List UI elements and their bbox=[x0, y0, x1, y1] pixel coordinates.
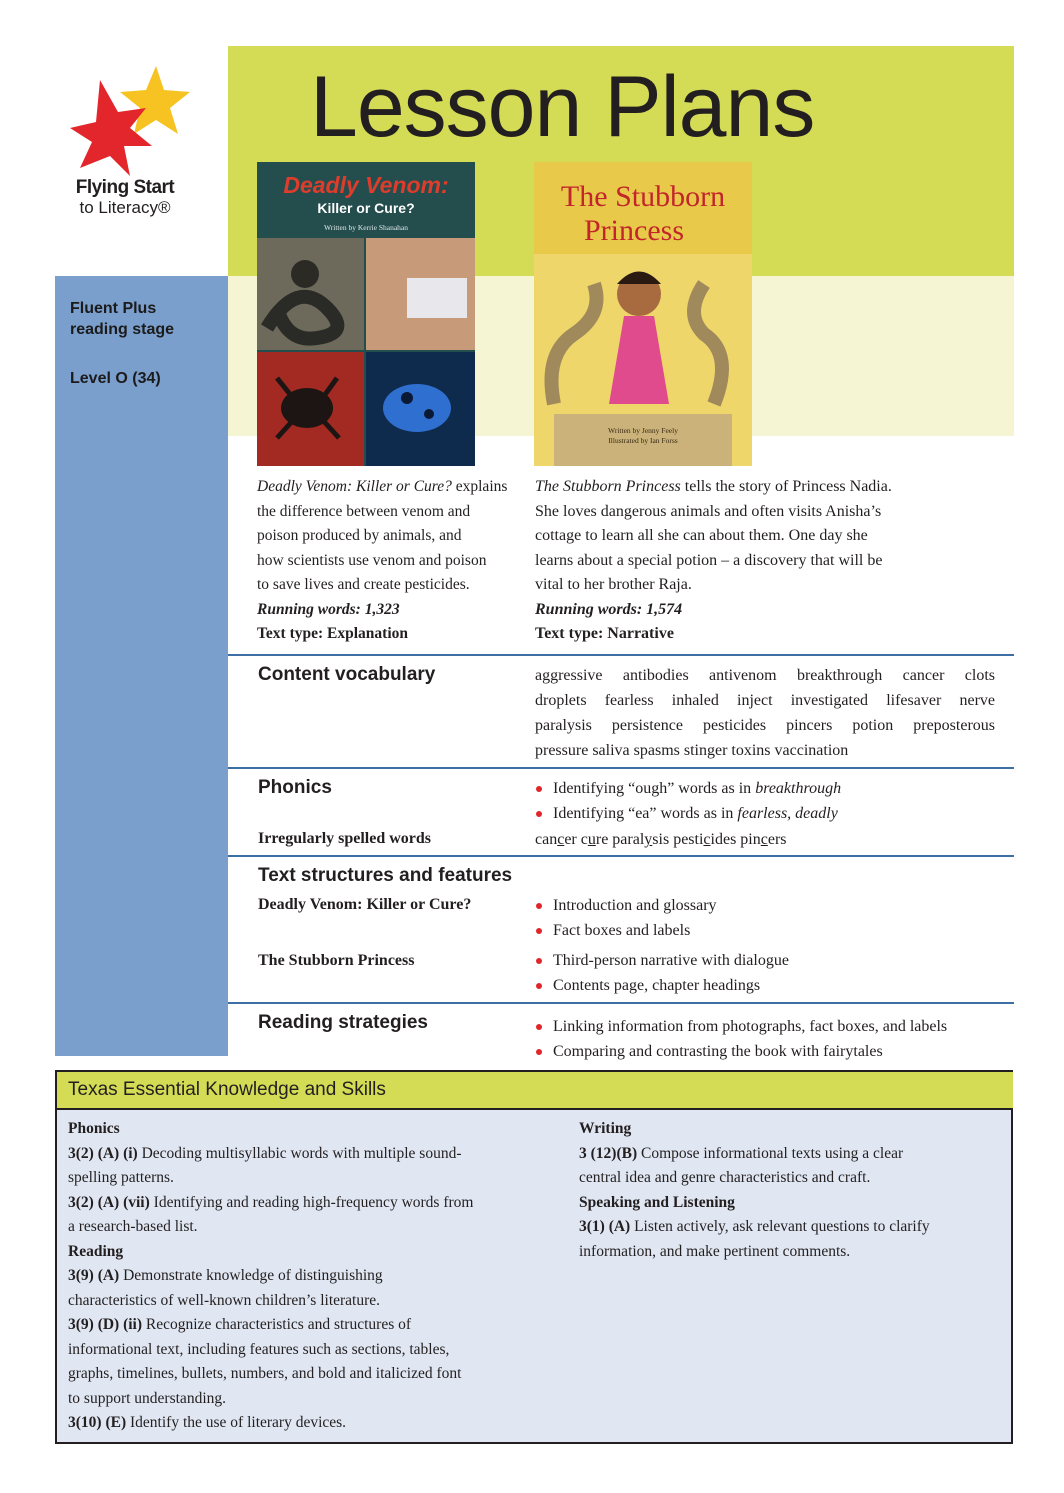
book2-running-words: Running words: 1,574 bbox=[535, 600, 683, 618]
cover-author: Written by Kerrie Shanahan bbox=[323, 223, 409, 232]
vocab-line: droplets fearless inhaled inject investigated lifesaver nerve bbox=[535, 692, 995, 709]
book-cover-stubborn-princess bbox=[534, 162, 752, 466]
teks-standard: 3 (12)(B) Compose informational texts using a clear bbox=[579, 1144, 904, 1162]
cover-title-line1: Deadly Venom: bbox=[283, 172, 449, 198]
irregular-words-heading: Irregularly spelled words bbox=[258, 830, 432, 847]
list-item: Fact boxes and labels bbox=[535, 919, 1005, 944]
irregular-word: paralysis bbox=[612, 831, 670, 848]
structure-group-label: Deadly Venom: Killer or Cure? bbox=[258, 896, 472, 913]
teks-title: Texas Essential Knowledge and Skills bbox=[68, 1079, 386, 1100]
book1-desc-line: poison produced by animals, and bbox=[257, 527, 462, 544]
teks-line: central idea and genre characteristics and craft. bbox=[579, 1169, 871, 1186]
bullet-icon bbox=[536, 786, 542, 792]
bullet-icon bbox=[536, 811, 542, 817]
teks-heading: Speaking and Listening bbox=[579, 1193, 735, 1211]
sidebar bbox=[55, 276, 228, 1056]
logo-name: Flying Start bbox=[75, 177, 175, 198]
list-item: Contents page, chapter headings bbox=[535, 974, 1005, 999]
book1-desc-title: Deadly Venom: Killer or Cure? bbox=[257, 478, 452, 495]
phonics-heading: Phonics bbox=[258, 777, 332, 798]
section-divider bbox=[228, 767, 1014, 769]
irregular-word: cancer bbox=[535, 831, 577, 848]
bullet-icon bbox=[536, 903, 542, 909]
teks-standard: 3(2) (A) (i) Decoding multisyllabic words with multiple sound- bbox=[68, 1144, 462, 1162]
text-structures-heading: Text structures and features bbox=[258, 865, 513, 886]
reading-level: Level O (34) bbox=[70, 370, 161, 387]
cover-photo-collage bbox=[257, 238, 475, 466]
structure-group-list bbox=[535, 949, 1005, 998]
cover-author: Written by Jenny Feely bbox=[608, 426, 678, 435]
vocab-line: paralysis persistence pesticides pincers potion preposterous bbox=[535, 717, 995, 734]
bullet-icon bbox=[536, 958, 542, 964]
book1-description bbox=[257, 475, 527, 647]
cover-illustrator: Illustrated by Ian Forss bbox=[608, 436, 678, 445]
bullet-icon bbox=[536, 1024, 542, 1030]
teks-standard: 3(10) (E) Identify the use of literary devices. bbox=[68, 1414, 347, 1431]
reading-strategies-heading: Reading strategies bbox=[258, 1012, 428, 1033]
teks-line: a research-based list. bbox=[68, 1218, 198, 1235]
book1-desc-line: how scientists use venom and poison bbox=[257, 551, 487, 569]
phonics-item-text: Identifying “ea” words as in bbox=[553, 804, 738, 822]
book1-running-words: Running words: 1,323 bbox=[257, 600, 400, 618]
phonics-item-text: Identifying “ough” words as in bbox=[553, 780, 756, 797]
teks-heading: Phonics bbox=[68, 1120, 120, 1137]
teks-standard: 3(2) (A) (vii) Identifying and reading high-frequency words from bbox=[68, 1193, 474, 1211]
list-item: Third-person narrative with dialogue bbox=[535, 949, 1005, 974]
section-divider bbox=[228, 1002, 1014, 1004]
list-item: Linking information from photographs, fact boxes, and labels bbox=[535, 1015, 1013, 1040]
teks-left-column bbox=[68, 1117, 558, 1436]
cover-title-line2: Princess bbox=[584, 214, 684, 247]
irregular-words-list bbox=[535, 828, 787, 852]
teks-line: characteristics of well-known children’s literature. bbox=[68, 1291, 381, 1309]
structure-group-list bbox=[535, 894, 1005, 943]
teks-heading: Writing bbox=[579, 1120, 632, 1137]
phonics-item-example: fearless, deadly bbox=[737, 804, 838, 822]
bullet-icon bbox=[536, 1049, 542, 1055]
page-title: Lesson Plans bbox=[310, 59, 815, 155]
teks-line: spelling patterns. bbox=[68, 1169, 174, 1186]
content-vocabulary-heading: Content vocabulary bbox=[258, 664, 436, 685]
content-vocabulary-list bbox=[535, 663, 995, 763]
teks-line: to support understanding. bbox=[68, 1389, 226, 1407]
list-item: Introduction and glossary bbox=[535, 894, 1005, 919]
book2-desc-line: vital to her brother Raja. bbox=[535, 576, 692, 593]
book2-text-type: Text type: Narrative bbox=[535, 625, 674, 642]
teks-line: informational text, including features such as sections, tables, bbox=[68, 1340, 450, 1358]
irregular-word: cure bbox=[580, 831, 609, 848]
book2-desc-line: cottage to learn all she can about them. One day she bbox=[535, 527, 868, 544]
reading-strategies-list bbox=[535, 1015, 1013, 1064]
phonics-item-example: breakthrough bbox=[755, 780, 842, 797]
list-item: Comparing and contrasting the book with fairytales bbox=[535, 1040, 1013, 1065]
book2-desc-line: learns about a special potion – a discovery that will be bbox=[535, 551, 883, 569]
book2-desc-text: tells the story of Princess Nadia. bbox=[680, 478, 892, 495]
teks-line: information, and make pertinent comments. bbox=[579, 1242, 851, 1260]
book1-desc-text: explains bbox=[451, 478, 508, 495]
logo-subtitle: to Literacy® bbox=[79, 198, 171, 217]
structure-group-label: The Stubborn Princess bbox=[258, 952, 415, 969]
phonics-list bbox=[535, 777, 1005, 826]
teks-line: graphs, timelines, bullets, numbers, and bold and italicized font bbox=[68, 1365, 462, 1382]
book1-desc-line: to save lives and create pesticides. bbox=[257, 576, 470, 593]
book1-text-type: Text type: Explanation bbox=[257, 625, 409, 642]
section-divider bbox=[228, 654, 1014, 656]
bullet-icon bbox=[536, 983, 542, 989]
list-item bbox=[535, 777, 1005, 802]
bullet-icon bbox=[536, 928, 542, 934]
teks-standard: 3(9) (D) (ii) Recognize characteristics and structures of bbox=[68, 1316, 412, 1333]
book2-desc-title: The Stubborn Princess bbox=[535, 478, 681, 495]
teks-standard: 3(1) (A) Listen actively, ask relevant questions to clarify bbox=[579, 1218, 930, 1235]
book1-desc-line: the difference between venom and bbox=[257, 502, 471, 520]
book2-desc-line: She loves dangerous animals and often visits Anisha’s bbox=[535, 502, 882, 520]
vocab-line: aggressive antibodies antivenom breakthrough cancer clots bbox=[535, 667, 995, 684]
teks-standard: 3(9) (A) Demonstrate knowledge of distinguishing bbox=[68, 1267, 383, 1284]
book2-description bbox=[535, 475, 1013, 647]
irregular-word: pincers bbox=[740, 831, 787, 848]
cover-title-line2: Killer or Cure? bbox=[317, 200, 415, 216]
list-item bbox=[535, 802, 1005, 827]
section-divider bbox=[228, 855, 1014, 857]
cover-title-line1: The Stubborn bbox=[560, 180, 726, 213]
reading-stage: Fluent Plus reading stage bbox=[70, 300, 175, 338]
book-cover-deadly-venom bbox=[257, 162, 475, 466]
irregular-word: pesticides bbox=[673, 831, 737, 848]
teks-heading: Reading bbox=[68, 1242, 124, 1260]
teks-right-column bbox=[579, 1117, 1004, 1264]
vocab-line: pressure saliva spasms stinger toxins vaccination bbox=[535, 742, 849, 759]
